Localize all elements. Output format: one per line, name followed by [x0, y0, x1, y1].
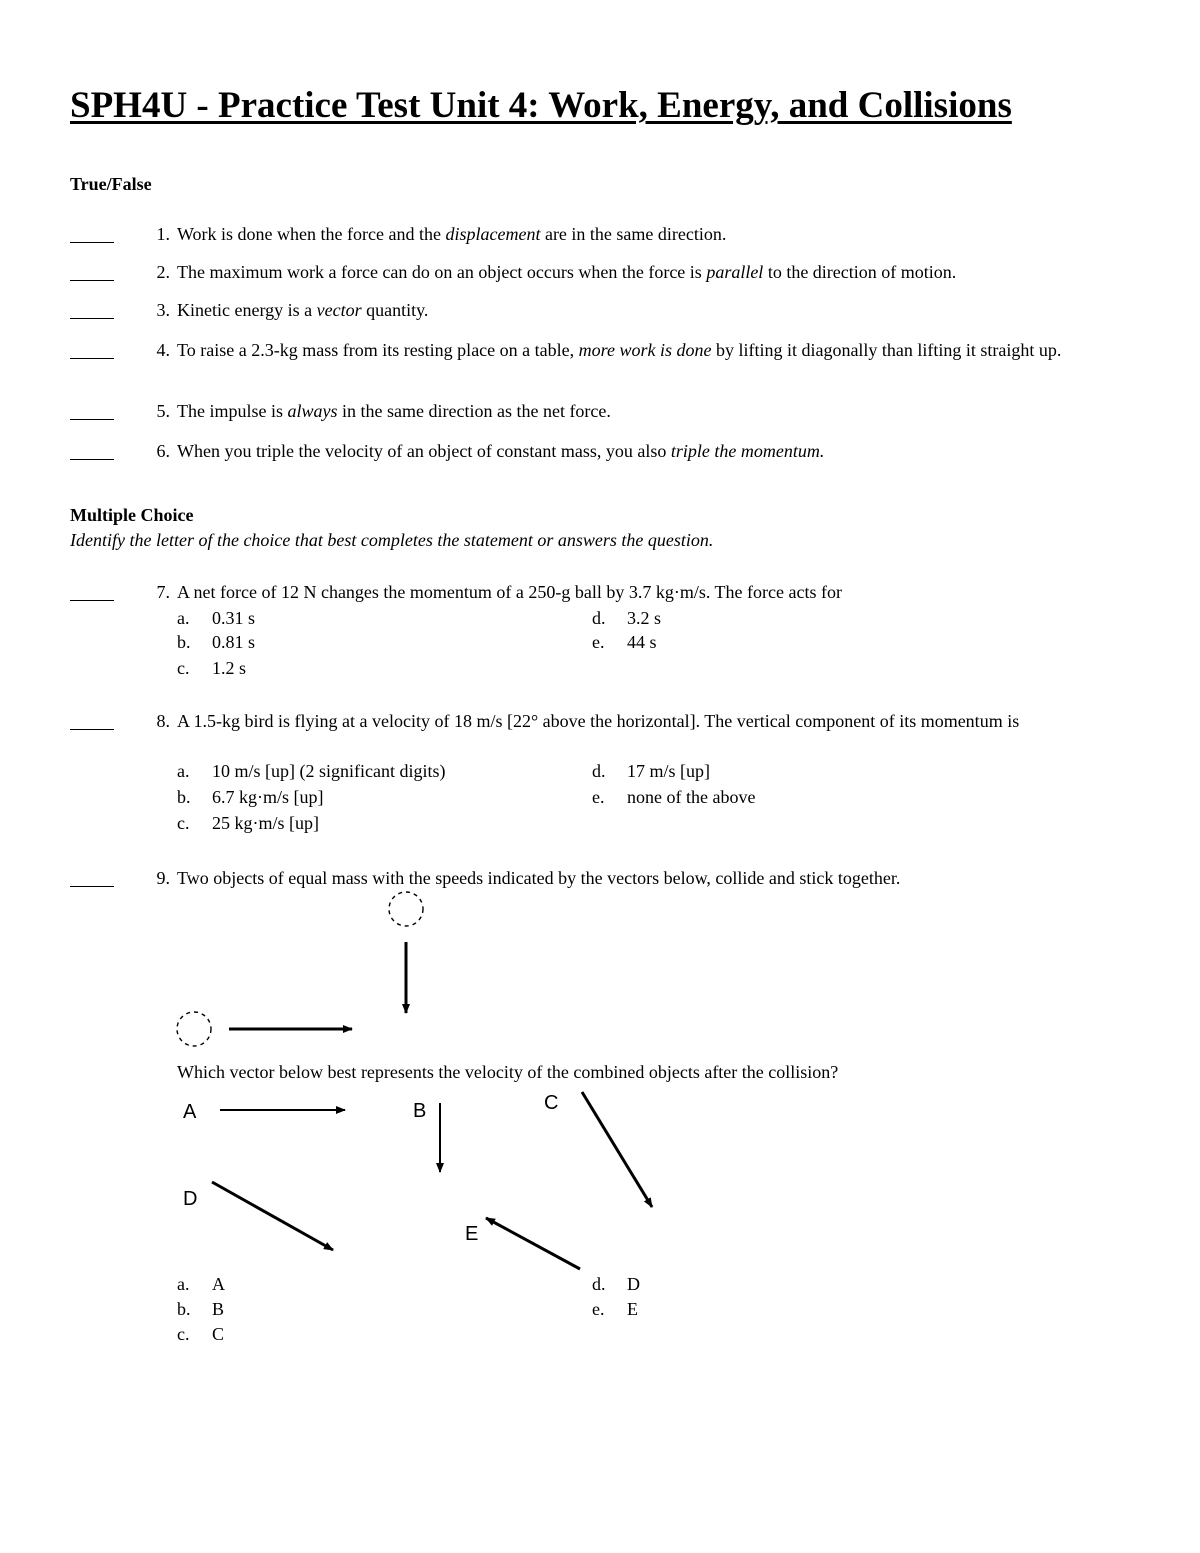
choice-9c[interactable]: c. C — [177, 1324, 225, 1344]
question-number: 9. — [156, 868, 170, 888]
choice-7c[interactable]: c. 1.2 s — [177, 658, 247, 678]
question-stem: Two objects of equal mass with the speeds indicated by the vectors below, collide and stick together. — [177, 868, 901, 888]
question-number: 3. — [156, 300, 170, 320]
choice-7a[interactable]: a. 0.31 s — [177, 608, 256, 628]
page-title: SPH4U - Practice Test Unit 4: Work, Energy, and Collisions — [70, 85, 1012, 126]
question-number: 4. — [156, 340, 170, 360]
vector-label-b: B — [413, 1100, 427, 1122]
question-number: 8. — [156, 711, 170, 731]
vector-e — [486, 1218, 580, 1269]
vector-c — [582, 1092, 652, 1207]
choice-7d[interactable]: d. 3.2 s — [592, 608, 662, 628]
choice-9e[interactable]: e. E — [592, 1299, 638, 1319]
true-false-heading: True/False — [70, 174, 152, 194]
question-stem: When you triple the velocity of an object of constant mass, you also triple the momentum. — [177, 441, 825, 461]
object-circle-top — [389, 892, 423, 926]
choice-9b[interactable]: b. B — [177, 1299, 225, 1319]
choice-9a[interactable]: a. A — [177, 1274, 225, 1294]
sub-question: Which vector below best represents the velocity of the combined objects after the collision? — [177, 1062, 839, 1082]
question-number: 5. — [156, 401, 170, 421]
choice-8a[interactable]: a. 10 m/s [up] (2 significant digits) — [177, 761, 446, 781]
vector-label-a: A — [183, 1101, 197, 1123]
choice-8b[interactable]: b. 6.7 kg·m/s [up] — [177, 787, 324, 807]
multiple-choice-heading: Multiple Choice — [70, 505, 194, 525]
vector-label-e: E — [465, 1223, 479, 1245]
question-stem: Kinetic energy is a vector quantity. — [177, 300, 429, 320]
question-stem: A 1.5-kg bird is flying at a velocity of 18 m/s [22° above the horizontal]. The vertical component of its momentum is — [177, 711, 1020, 731]
choice-9d[interactable]: d. D — [592, 1274, 640, 1294]
question-number: 6. — [156, 441, 170, 461]
question-number: 2. — [156, 262, 170, 282]
choice-8c[interactable]: c. 25 kg·m/s [up] — [177, 813, 319, 833]
question-stem: To raise a 2.3-kg mass from its resting place on a table, more work is done by lifting it diagonally than lifting it straight up. — [177, 340, 1062, 360]
question-stem: Work is done when the force and the displacement are in the same direction. — [177, 224, 727, 244]
choice-8d[interactable]: d. 17 m/s [up] — [592, 761, 710, 781]
choice-7e[interactable]: e. 44 s — [592, 632, 657, 652]
vector-d — [212, 1182, 333, 1250]
choice-8e[interactable]: e. none of the above — [592, 787, 756, 807]
question-stem: A net force of 12 N changes the momentum of a 250-g ball by 3.7 kg·m/s. The force acts for — [177, 582, 842, 602]
question-number: 1. — [156, 224, 170, 244]
question-stem: The impulse is always in the same direction as the net force. — [177, 401, 611, 421]
vector-label-d: D — [183, 1188, 198, 1210]
vector-label-c: C — [544, 1092, 559, 1114]
multiple-choice-instructions: Identify the letter of the choice that best completes the statement or answers the question. — [70, 530, 714, 550]
question-number: 7. — [156, 582, 170, 602]
choice-7b[interactable]: b. 0.81 s — [177, 632, 256, 652]
question-stem: The maximum work a force can do on an object occurs when the force is parallel to the direction of motion. — [177, 262, 957, 282]
object-circle-left — [177, 1012, 211, 1046]
